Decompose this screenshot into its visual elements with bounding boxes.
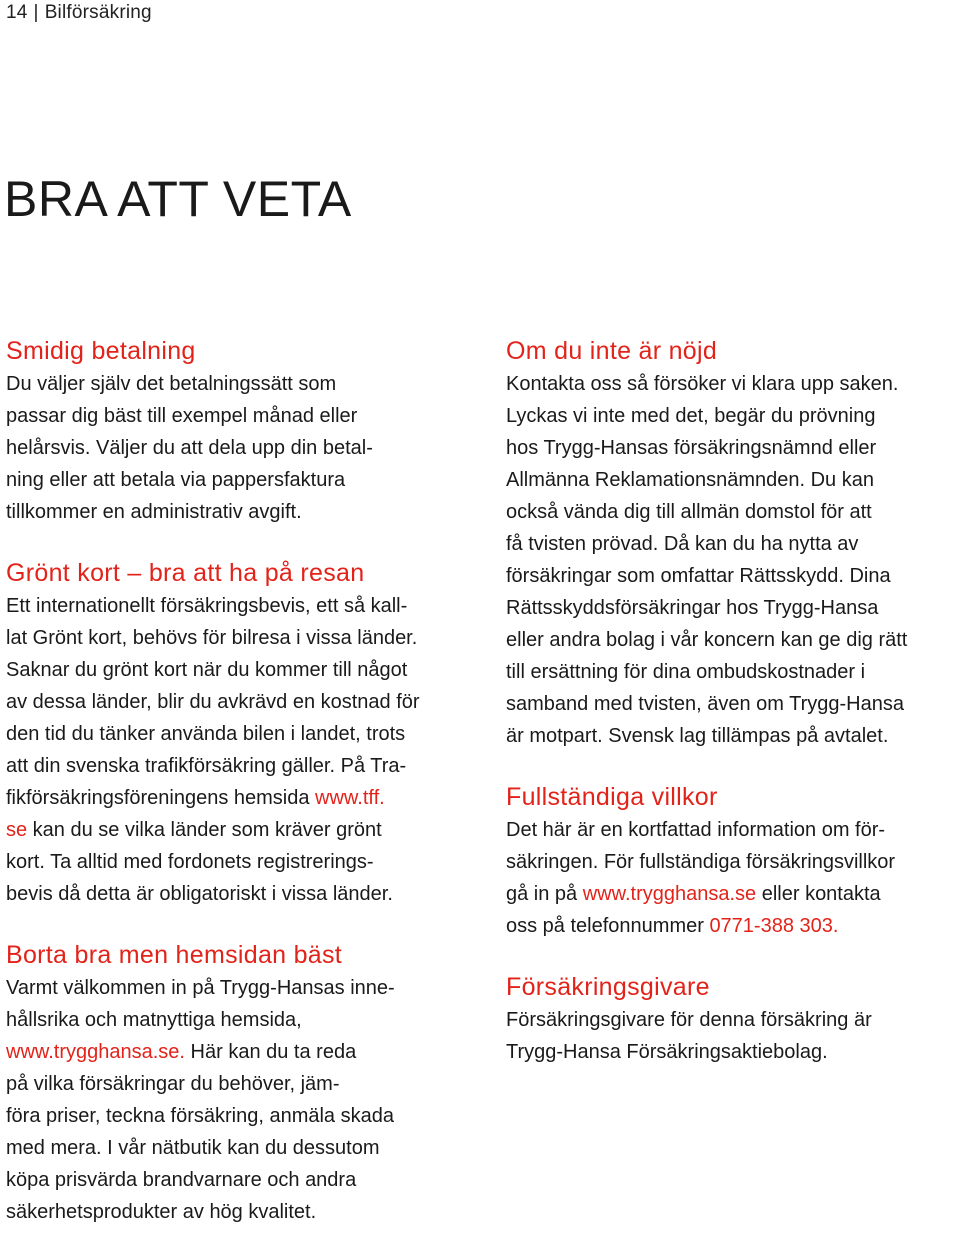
paragraph-fullstandiga-villkor: Det här är en kortfattad information om för- säkringen. För fullständiga försäkringsvillkor gå in på www.trygghansa.se eller kontakta oss på telefonnummer 0771-388 303. (506, 819, 896, 937)
section-gront-kort (6, 556, 476, 910)
heading-fullstandiga-villkor: Fullständiga villkor (506, 783, 718, 811)
section-name: Bilförsäkring (44, 2, 152, 23)
paragraph-smidig-betalning: Du väljer själv det betalningssätt som passar dig bäst till exempel månad eller helårsvis. Väljer du att dela upp din betal- ning eller att betala via pappersfaktura tillkommer en administrativ avgift. (6, 373, 373, 523)
paragraph-gront-kort: Ett internationellt försäkringsbevis, ett så kall- lat Grönt kort, behövs för bilresa i vissa länder. Saknar du grönt kort när du kommer till något av dessa länder, blir du avkrävd en kostnad för den tid du tänker använda bilen i landet, trots att din svenska trafikförsäkring gäller. På Tra- fikförsäkringsföreningens hemsida www.tff. se kan du se vilka länder som kräver grönt kort. Ta alltid med fordonets registrerings- bevis då detta är obligatoriskt i vissa länder. (6, 595, 420, 905)
paragraph-borta-bra: Varmt välkommen in på Trygg-Hansas inne- hållsrika och matnyttiga hemsida, www.trygghansa.se. Här kan du ta reda på vilka försäkringar du behöver, jäm- föra priser, teckna försäkring, anmäla skada med mera. I vår nätbutik kan du dessutom köpa prisvärda brandvarnare och andra säkerhetsprodukter av hög kvalitet. (6, 977, 395, 1223)
page-title: BRA ATT VETA (4, 171, 352, 227)
tff-link[interactable]: www.tff. (315, 787, 385, 809)
phone-number-link[interactable]: 0771-388 303. (709, 915, 839, 937)
section-fullstandiga-villkor (506, 780, 958, 942)
page-number: 14 (6, 2, 28, 23)
heading-gront-kort: Grönt kort – bra att ha på resan (6, 559, 365, 587)
running-header (6, 2, 152, 24)
paragraph-om-du-inte-ar-nojd: Kontakta oss så försöker vi klara upp saken. Lyckas vi inte med det, begär du prövning hos Trygg-Hansas försäkringsnämnd eller Allmänna Reklamationsnämnden. Du kan också vända dig till allmän domstol för att få tvisten prövad. Då kan du ha nytta av försäkringar som omfattar Rättsskydd. Dina Rättsskyddsförsäkringar hos Trygg-Hansa eller andra bolag i vår koncern kan ge dig rätt till ersättning för dina ombudskostnader i samband med tvisten, även om Trygg-Hansa är motpart. Svensk lag tillämpas på avtalet. (506, 373, 908, 747)
trygghansa-link[interactable]: www.trygghansa.se. (6, 1041, 185, 1063)
left-column (6, 334, 476, 1256)
right-column (506, 334, 958, 1096)
section-om-du-inte-ar-nojd (506, 334, 958, 752)
section-borta-bra (6, 938, 476, 1228)
heading-om-du-inte-ar-nojd: Om du inte är nöjd (506, 337, 718, 365)
heading-forsakringsgivare: Försäkringsgivare (506, 973, 710, 1001)
trygghansa-link-villkor[interactable]: www.trygghansa.se (582, 883, 757, 905)
paragraph-forsakringsgivare: Försäkringsgivare för denna försäkring är Trygg-Hansa Försäkringsaktiebolag. (506, 1009, 872, 1063)
tff-link-continued[interactable]: se (6, 819, 28, 841)
header-separator: | (33, 2, 39, 23)
heading-smidig-betalning: Smidig betalning (6, 337, 196, 365)
section-smidig-betalning (6, 334, 476, 528)
heading-borta-bra: Borta bra men hemsidan bäst (6, 941, 343, 969)
section-forsakringsgivare (506, 970, 958, 1068)
